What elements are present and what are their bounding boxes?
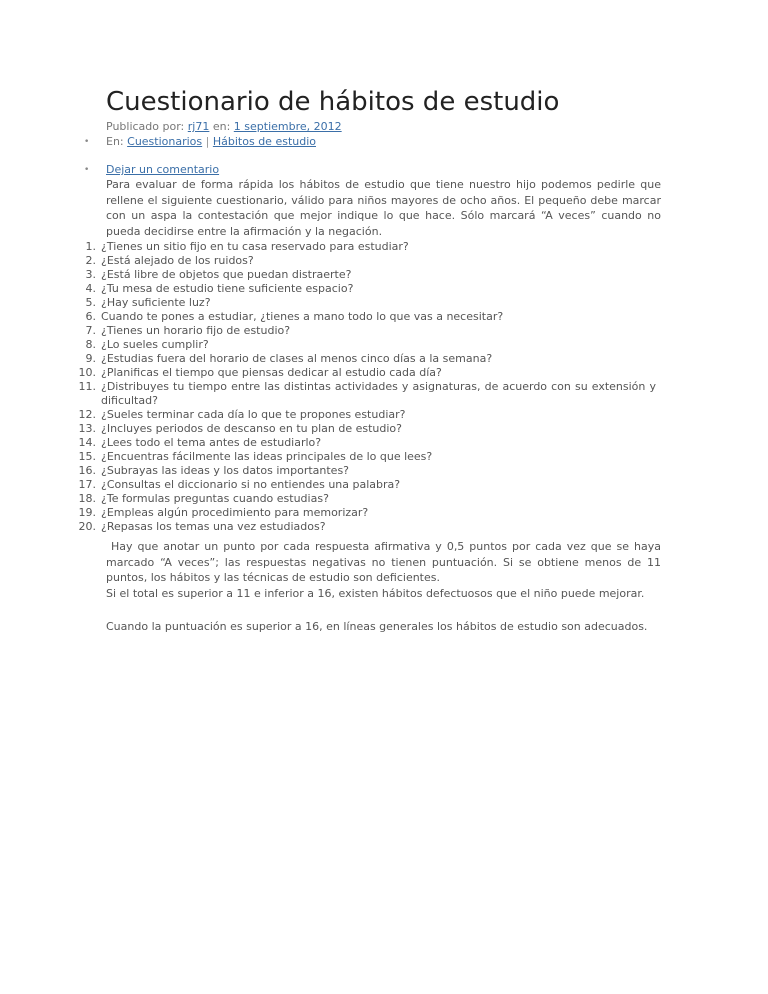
question-item bbox=[0, 520, 768, 534]
category-link-habitos[interactable]: Hábitos de estudio bbox=[212, 135, 316, 148]
question-item bbox=[0, 268, 768, 282]
question-text: ¿Lo sueles cumplir? bbox=[101, 338, 209, 351]
question-item bbox=[0, 380, 768, 408]
question-item bbox=[0, 282, 768, 296]
question-text: ¿Tienes un sitio fijo en tu casa reservado para estudiar? bbox=[101, 240, 409, 253]
question-number: 1. bbox=[85, 240, 96, 253]
question-text: ¿Estudias fuera del horario de clases al menos cinco días a la semana? bbox=[101, 352, 493, 365]
intro-paragraph: Para evaluar de forma rápida los hábitos de estudio que tiene nuestro hijo podemos pedirle que rellene el siguiente cuestionario, válido para niños mayores de ocho años. El pequeño debe marcar con un aspa la contestación que mejor indique lo que hace. Sólo marcará “A veces” cuando no pueda decidirse entre la afirmación y la negación. bbox=[106, 178, 661, 238]
question-text: ¿Está alejado de los ruidos? bbox=[101, 254, 254, 267]
question-item bbox=[0, 450, 768, 464]
question-item bbox=[0, 478, 768, 492]
question-number: 3. bbox=[85, 268, 96, 281]
question-item bbox=[0, 422, 768, 436]
question-text: ¿Planificas el tiempo que piensas dedicar al estudio cada día? bbox=[101, 366, 442, 379]
question-number: 8. bbox=[85, 338, 96, 351]
question-text: ¿Repasas los temas una vez estudiados? bbox=[101, 520, 326, 533]
question-number: 19. bbox=[78, 506, 96, 519]
question-text: ¿Encuentras fácilmente las ideas principales de lo que lees? bbox=[101, 450, 433, 463]
question-text: ¿Tu mesa de estudio tiene suficiente espacio? bbox=[101, 282, 354, 295]
question-item bbox=[0, 240, 768, 254]
question-text: ¿Subrayas las ideas y los datos importantes? bbox=[101, 464, 350, 477]
question-text: ¿Tienes un horario fijo de estudio? bbox=[101, 324, 291, 337]
question-number: 2. bbox=[85, 254, 96, 267]
question-number: 4. bbox=[85, 282, 96, 295]
question-number: 16. bbox=[78, 464, 96, 477]
category-separator: | bbox=[205, 135, 210, 148]
post-title: Cuestionario de hábitos de estudio bbox=[106, 87, 560, 117]
question-number: 15. bbox=[78, 450, 96, 463]
question-text: ¿Hay suficiente luz? bbox=[101, 296, 211, 309]
question-item bbox=[0, 296, 768, 310]
author-link[interactable]: rj71 bbox=[187, 120, 210, 133]
question-text: ¿Te formulas preguntas cuando estudias? bbox=[101, 492, 329, 505]
question-text: ¿Consultas el diccionario si no entiendes una palabra? bbox=[101, 478, 401, 491]
question-text: ¿Incluyes periodos de descanso en tu plan de estudio? bbox=[101, 422, 402, 435]
question-item bbox=[0, 324, 768, 338]
question-text: ¿Lees todo el tema antes de estudiarlo? bbox=[101, 436, 322, 449]
question-number: 18. bbox=[78, 492, 96, 505]
question-number: 20. bbox=[78, 520, 96, 533]
question-number: 10. bbox=[78, 366, 96, 379]
question-number: 13. bbox=[78, 422, 96, 435]
question-number: 9. bbox=[85, 352, 96, 365]
question-text: ¿Empleas algún procedimiento para memorizar? bbox=[101, 506, 369, 519]
question-item bbox=[0, 408, 768, 422]
categories-prefix-label: En: bbox=[106, 135, 124, 148]
question-text: ¿Está libre de objetos que puedan distraerte? bbox=[101, 268, 352, 281]
question-text: ¿Distribuyes tu tiempo entre las distintas actividades y asignaturas, de acuerdo con su extensión y dificultad? bbox=[101, 380, 656, 407]
leave-comment-link[interactable]: Dejar un comentario bbox=[106, 163, 220, 176]
question-item bbox=[0, 254, 768, 268]
scoring-paragraph-1: Hay que anotar un punto por cada respuesta afirmativa y 0,5 puntos por cada vez que se haya marcado “A veces”; las respuestas negativas no tienen puntuación. Si se obtiene menos de 11 puntos, los hábitos y las técnicas de estudio son deficientes. bbox=[106, 540, 665, 585]
question-number: 6. bbox=[85, 310, 96, 323]
question-number: 14. bbox=[78, 436, 96, 449]
scoring-paragraph-3: Cuando la puntuación es superior a 16, en líneas generales los hábitos de estudio son adecuados. bbox=[106, 620, 648, 633]
question-number: 17. bbox=[78, 478, 96, 491]
bullet-icon: • bbox=[84, 137, 90, 147]
question-item bbox=[0, 366, 768, 380]
question-text: ¿Sueles terminar cada día lo que te propones estudiar? bbox=[101, 408, 406, 421]
scoring-paragraph-2: Si el total es superior a 11 e inferior a 16, existen hábitos defectuosos que el niño puede mejorar. bbox=[106, 587, 645, 600]
question-number: 5. bbox=[85, 296, 96, 309]
date-prefix-label: en: bbox=[212, 120, 231, 133]
question-item bbox=[0, 310, 768, 324]
question-item bbox=[0, 464, 768, 478]
question-text: Cuando te pones a estudiar, ¿tienes a mano todo lo que vas a necesitar? bbox=[101, 310, 504, 323]
question-item bbox=[0, 492, 768, 506]
published-by-label: Publicado por: bbox=[106, 120, 185, 133]
question-number: 12. bbox=[78, 408, 96, 421]
post-byline bbox=[106, 120, 342, 134]
question-item bbox=[0, 436, 768, 450]
date-link[interactable]: 1 septiembre, 2012 bbox=[233, 120, 342, 133]
bullet-icon: • bbox=[84, 165, 90, 175]
questions-list bbox=[0, 240, 768, 534]
question-item bbox=[0, 506, 768, 520]
question-number: 7. bbox=[85, 324, 96, 337]
question-number: 11. bbox=[78, 380, 96, 393]
question-item bbox=[0, 338, 768, 352]
question-item bbox=[0, 352, 768, 366]
category-link-cuestionarios[interactable]: Cuestionarios bbox=[127, 135, 203, 148]
post-categories bbox=[106, 135, 316, 149]
